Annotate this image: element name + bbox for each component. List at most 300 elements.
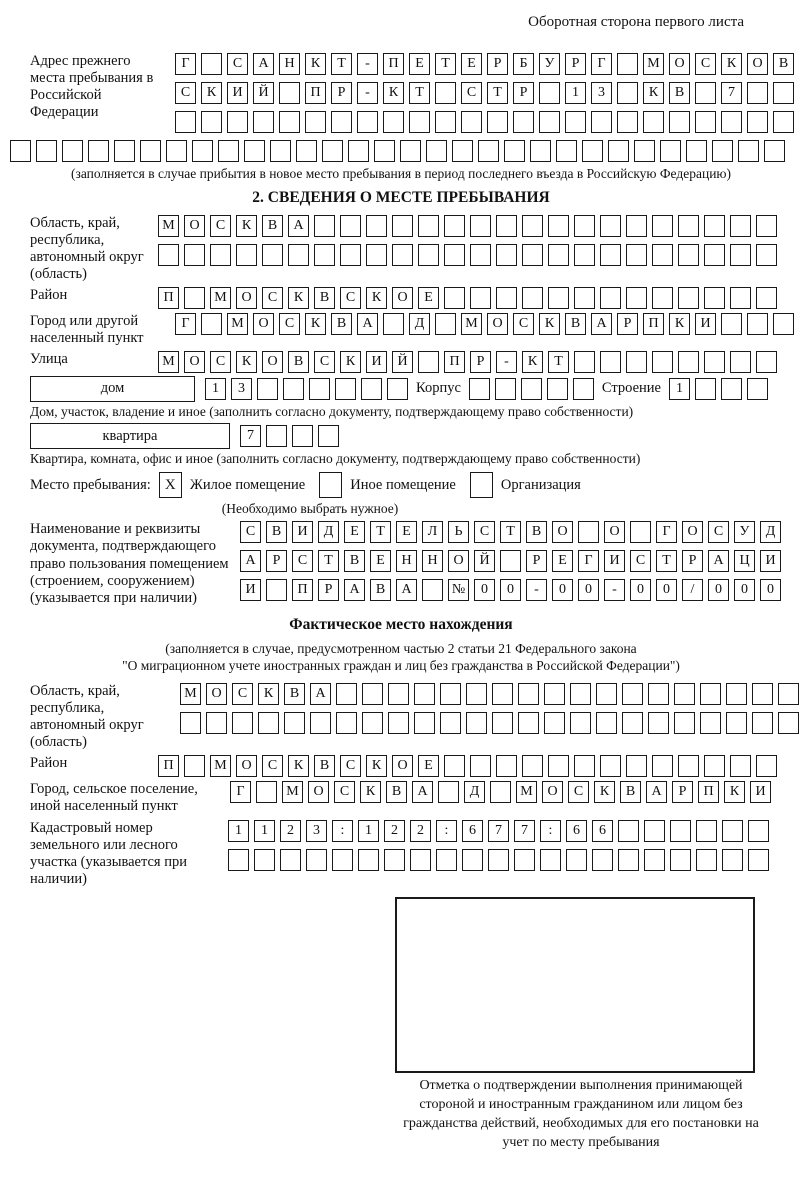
char-cell	[582, 140, 603, 162]
stay-option-residential-label: Жилое помещение	[189, 476, 306, 493]
char-cell: П	[158, 287, 179, 309]
char-cell: Й	[474, 550, 495, 572]
char-cell: М	[461, 313, 482, 335]
flat-number-row	[240, 425, 339, 447]
char-cell	[340, 215, 361, 237]
cadastral-label: Кадастровый номер земельного или лесного участка (указывается при наличии)	[30, 819, 187, 887]
char-cell: О	[262, 351, 283, 373]
char-cell: П	[643, 313, 664, 335]
char-cell: О	[604, 521, 625, 543]
char-cell: В	[284, 683, 305, 705]
char-cell	[652, 244, 673, 266]
choose-note: (Необходимо выбрать нужное)	[221, 501, 399, 517]
char-cell: В	[314, 755, 335, 777]
char-cell	[643, 111, 664, 133]
char-cell	[362, 712, 383, 734]
char-cell: К	[236, 215, 257, 237]
char-cell	[414, 683, 435, 705]
char-cell: №	[448, 579, 469, 601]
district-row	[158, 287, 777, 309]
char-cell: 0	[474, 579, 495, 601]
korpus-row	[469, 378, 594, 400]
char-cell	[492, 683, 513, 705]
char-cell: Т	[656, 550, 677, 572]
char-cell	[88, 140, 109, 162]
char-cell	[686, 140, 707, 162]
city-label: Город или другой населенный пункт	[30, 313, 144, 347]
char-cell	[626, 755, 647, 777]
char-cell: Е	[418, 755, 439, 777]
char-cell	[257, 378, 278, 400]
city-row	[175, 313, 794, 335]
char-cell: В	[262, 215, 283, 237]
char-cell	[522, 287, 543, 309]
char-cell	[314, 215, 335, 237]
char-cell	[192, 140, 213, 162]
street-row	[158, 351, 777, 373]
char-cell	[704, 287, 725, 309]
char-cell: А	[708, 550, 729, 572]
char-cell	[756, 755, 777, 777]
char-cell	[556, 140, 577, 162]
prev-address-row-1	[175, 53, 794, 75]
city2-label: Город, сельское поселение, иной населенный пункт	[30, 781, 198, 815]
char-cell	[747, 111, 768, 133]
char-cell: 0	[578, 579, 599, 601]
char-cell	[548, 755, 569, 777]
char-cell: П	[383, 53, 404, 75]
char-cell: С	[279, 313, 300, 335]
char-cell: С	[630, 550, 651, 572]
district2-row	[158, 755, 777, 777]
region2-label: Область, край, республика, автономный округ (область)	[30, 682, 144, 751]
char-cell	[284, 712, 305, 734]
char-cell	[470, 215, 491, 237]
char-cell	[306, 849, 327, 871]
char-cell: Т	[331, 53, 352, 75]
char-cell: Т	[435, 53, 456, 75]
char-cell: М	[210, 755, 231, 777]
char-cell: Р	[470, 351, 491, 373]
char-cell	[452, 140, 473, 162]
char-cell: -	[357, 53, 378, 75]
char-cell	[530, 140, 551, 162]
char-cell: Е	[409, 53, 430, 75]
char-cell	[466, 712, 487, 734]
char-cell	[444, 244, 465, 266]
char-cell	[361, 378, 382, 400]
char-cell	[444, 287, 465, 309]
char-cell: У	[539, 53, 560, 75]
house-number-row	[205, 378, 408, 400]
char-cell	[140, 140, 161, 162]
char-cell	[548, 244, 569, 266]
char-cell	[573, 378, 594, 400]
char-cell: О	[487, 313, 508, 335]
char-cell	[574, 287, 595, 309]
char-cell	[721, 313, 742, 335]
char-cell	[335, 378, 356, 400]
char-cell	[704, 215, 725, 237]
region2-row-2	[180, 712, 799, 734]
char-cell: К	[643, 82, 664, 104]
document-row-1	[240, 521, 781, 543]
char-cell	[436, 849, 457, 871]
cadastral-row-2	[228, 849, 769, 871]
char-cell	[678, 215, 699, 237]
char-cell	[778, 683, 799, 705]
char-cell: К	[724, 781, 745, 803]
char-cell: М	[227, 313, 248, 335]
char-cell	[180, 712, 201, 734]
char-cell	[490, 781, 511, 803]
char-cell	[600, 215, 621, 237]
char-cell: К	[360, 781, 381, 803]
char-cell	[201, 53, 222, 75]
char-cell	[357, 111, 378, 133]
char-cell: В	[344, 550, 365, 572]
char-cell: О	[682, 521, 703, 543]
char-cell: Е	[552, 550, 573, 572]
char-cell: Р	[266, 550, 287, 572]
char-cell	[400, 140, 421, 162]
char-cell	[309, 378, 330, 400]
char-cell: С	[210, 351, 231, 373]
prev-address-block	[10, 53, 792, 133]
char-cell: Н	[279, 53, 300, 75]
stay-option-other-checkbox	[319, 472, 342, 498]
char-cell	[266, 579, 287, 601]
char-cell	[279, 111, 300, 133]
char-cell	[747, 82, 768, 104]
char-cell: Д	[760, 521, 781, 543]
char-cell	[504, 140, 525, 162]
char-cell: О	[184, 351, 205, 373]
char-cell: С	[695, 53, 716, 75]
char-cell	[414, 712, 435, 734]
char-cell	[547, 378, 568, 400]
char-cell	[513, 111, 534, 133]
char-cell: -	[496, 351, 517, 373]
char-cell: О	[747, 53, 768, 75]
char-cell	[158, 244, 179, 266]
char-cell	[747, 313, 768, 335]
char-cell	[435, 111, 456, 133]
char-cell	[244, 140, 265, 162]
char-cell	[266, 425, 287, 447]
char-cell	[695, 111, 716, 133]
actual-location-note-2: "О миграционном учете иностранных граждан и лиц без гражданства в Российской Федерации")	[122, 658, 680, 674]
prev-address-row-4	[10, 140, 792, 162]
char-cell	[322, 140, 343, 162]
char-cell: 1	[228, 820, 249, 842]
page-side-note: Оборотная сторона первого листа	[528, 14, 744, 30]
char-cell: :	[436, 820, 457, 842]
char-cell	[514, 849, 535, 871]
char-cell	[426, 140, 447, 162]
char-cell	[280, 849, 301, 871]
char-cell	[721, 111, 742, 133]
char-cell	[748, 849, 769, 871]
char-cell	[518, 712, 539, 734]
district2-block	[10, 755, 792, 777]
char-cell	[730, 287, 751, 309]
char-cell: А	[240, 550, 261, 572]
char-cell	[470, 244, 491, 266]
char-cell	[418, 351, 439, 373]
char-cell: А	[591, 313, 612, 335]
char-cell	[756, 287, 777, 309]
char-cell	[600, 287, 621, 309]
char-cell: С	[232, 683, 253, 705]
char-cell	[617, 111, 638, 133]
char-cell	[254, 849, 275, 871]
char-cell: И	[750, 781, 771, 803]
char-cell	[652, 215, 673, 237]
char-cell: 7	[240, 425, 261, 447]
char-cell: Г	[591, 53, 612, 75]
char-cell	[175, 111, 196, 133]
char-cell	[227, 111, 248, 133]
char-cell	[752, 683, 773, 705]
stay-option-residential-checkbox: X	[159, 472, 182, 498]
char-cell: 2	[410, 820, 431, 842]
char-cell: К	[366, 755, 387, 777]
cadastral-row-1	[228, 820, 769, 842]
char-cell	[383, 313, 404, 335]
cadastral-block	[10, 820, 792, 888]
city2-block	[10, 781, 792, 815]
char-cell: С	[334, 781, 355, 803]
char-cell: К	[305, 313, 326, 335]
char-cell: О	[448, 550, 469, 572]
char-cell	[721, 378, 742, 400]
char-cell: 0	[656, 579, 677, 601]
char-cell: 2	[280, 820, 301, 842]
char-cell: 0	[500, 579, 521, 601]
char-cell: М	[282, 781, 303, 803]
char-cell: 0	[734, 579, 755, 601]
char-cell	[669, 111, 690, 133]
char-cell	[496, 755, 517, 777]
char-cell	[678, 244, 699, 266]
char-cell	[634, 140, 655, 162]
char-cell	[283, 378, 304, 400]
house-box: дом	[30, 376, 195, 402]
char-cell	[418, 215, 439, 237]
char-cell: К	[669, 313, 690, 335]
char-cell	[652, 351, 673, 373]
char-cell	[756, 244, 777, 266]
char-cell	[678, 287, 699, 309]
char-cell: И	[292, 521, 313, 543]
char-cell	[630, 521, 651, 543]
char-cell: К	[340, 351, 361, 373]
char-cell	[704, 244, 725, 266]
char-cell	[470, 287, 491, 309]
char-cell	[600, 244, 621, 266]
char-cell	[539, 111, 560, 133]
char-cell	[310, 712, 331, 734]
char-cell	[773, 111, 794, 133]
char-cell: О	[669, 53, 690, 75]
prev-address-note: (заполняется в случае прибытия в новое место пребывания в период последнего въезда в Российскую Федерацию)	[70, 166, 732, 181]
char-cell	[756, 215, 777, 237]
char-cell	[62, 140, 83, 162]
char-cell: А	[310, 683, 331, 705]
document-block	[10, 521, 792, 607]
char-cell: Р	[682, 550, 703, 572]
char-cell	[392, 244, 413, 266]
char-cell: К	[258, 683, 279, 705]
char-cell: У	[734, 521, 755, 543]
char-cell	[544, 683, 565, 705]
char-cell	[228, 849, 249, 871]
char-cell	[617, 53, 638, 75]
char-cell: О	[206, 683, 227, 705]
char-cell	[36, 140, 57, 162]
char-cell	[336, 712, 357, 734]
char-cell: 7	[488, 820, 509, 842]
district-label: Район	[30, 287, 68, 304]
char-cell	[470, 755, 491, 777]
char-cell: Г	[230, 781, 251, 803]
char-cell: С	[292, 550, 313, 572]
char-cell	[522, 755, 543, 777]
char-cell: С	[340, 755, 361, 777]
char-cell: 0	[630, 579, 651, 601]
char-cell	[331, 111, 352, 133]
char-cell	[578, 521, 599, 543]
char-cell: 1	[254, 820, 275, 842]
char-cell	[626, 351, 647, 373]
char-cell	[644, 820, 665, 842]
char-cell: П	[292, 579, 313, 601]
char-cell: С	[210, 215, 231, 237]
char-cell	[279, 82, 300, 104]
char-cell	[336, 683, 357, 705]
char-cell	[256, 781, 277, 803]
char-cell	[540, 849, 561, 871]
char-cell	[622, 712, 643, 734]
char-cell	[409, 111, 430, 133]
char-cell	[496, 287, 517, 309]
char-cell	[253, 111, 274, 133]
char-cell	[332, 849, 353, 871]
char-cell: С	[314, 351, 335, 373]
prev-address-row-3	[175, 111, 794, 133]
char-cell: С	[227, 53, 248, 75]
city2-row	[230, 781, 771, 803]
char-cell	[435, 313, 456, 335]
region-block	[10, 215, 792, 283]
char-cell	[539, 82, 560, 104]
char-cell: 7	[514, 820, 535, 842]
char-cell	[206, 712, 227, 734]
char-cell: :	[540, 820, 561, 842]
char-cell: И	[695, 313, 716, 335]
char-cell: С	[262, 287, 283, 309]
char-cell	[305, 111, 326, 133]
char-cell	[730, 215, 751, 237]
char-cell: К	[366, 287, 387, 309]
char-cell	[726, 712, 747, 734]
char-cell	[387, 378, 408, 400]
char-cell	[565, 111, 586, 133]
char-cell: О	[392, 287, 413, 309]
char-cell: 6	[592, 820, 613, 842]
char-cell	[487, 111, 508, 133]
stamp-box	[395, 897, 755, 1073]
char-cell: 1	[669, 378, 690, 400]
district2-label: Район	[30, 755, 68, 772]
char-cell: П	[698, 781, 719, 803]
char-cell: И	[604, 550, 625, 572]
char-cell	[747, 378, 768, 400]
char-cell	[388, 712, 409, 734]
char-cell: 1	[358, 820, 379, 842]
char-cell	[626, 287, 647, 309]
char-cell	[652, 755, 673, 777]
char-cell: К	[201, 82, 222, 104]
char-cell	[618, 820, 639, 842]
char-cell	[201, 111, 222, 133]
char-cell	[544, 712, 565, 734]
char-cell: Ц	[734, 550, 755, 572]
char-cell	[674, 683, 695, 705]
char-cell	[674, 712, 695, 734]
char-cell: С	[461, 82, 482, 104]
char-cell: С	[513, 313, 534, 335]
char-cell	[318, 425, 339, 447]
stay-type-label: Место пребывания:	[30, 476, 151, 493]
char-cell: Г	[656, 521, 677, 543]
char-cell: С	[262, 755, 283, 777]
char-cell: А	[396, 579, 417, 601]
char-cell	[570, 683, 591, 705]
stroenie-row	[669, 378, 768, 400]
char-cell: К	[383, 82, 404, 104]
char-cell	[422, 579, 443, 601]
char-cell: Г	[578, 550, 599, 572]
stamp-area	[395, 897, 792, 1153]
char-cell: А	[288, 215, 309, 237]
char-cell: П	[444, 351, 465, 373]
char-cell: 6	[566, 820, 587, 842]
char-cell	[418, 244, 439, 266]
char-cell	[469, 378, 490, 400]
char-cell: М	[643, 53, 664, 75]
char-cell: Б	[513, 53, 534, 75]
char-cell: К	[721, 53, 742, 75]
char-cell	[466, 683, 487, 705]
char-cell	[383, 111, 404, 133]
char-cell	[218, 140, 239, 162]
char-cell	[440, 683, 461, 705]
char-cell: О	[552, 521, 573, 543]
region-row-1	[158, 215, 777, 237]
char-cell: Й	[392, 351, 413, 373]
char-cell	[652, 287, 673, 309]
char-cell	[608, 140, 629, 162]
char-cell	[773, 313, 794, 335]
char-cell: Г	[175, 313, 196, 335]
char-cell	[288, 244, 309, 266]
char-cell	[600, 351, 621, 373]
char-cell	[704, 351, 725, 373]
char-cell: Т	[548, 351, 569, 373]
district-block	[10, 287, 792, 309]
